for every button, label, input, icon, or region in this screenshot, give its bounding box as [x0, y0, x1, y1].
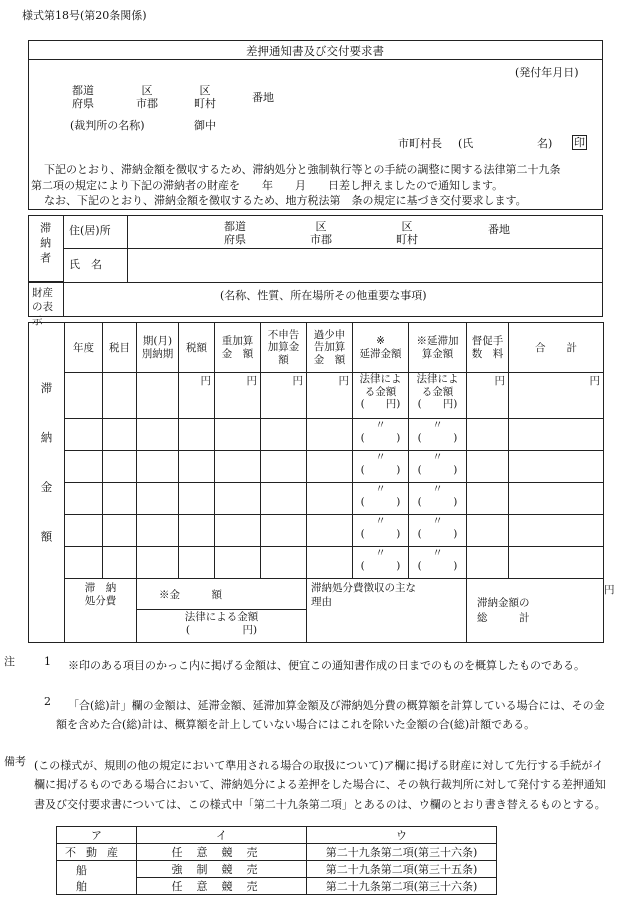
table-row [29, 515, 604, 547]
cell [65, 373, 103, 419]
note-1-num: 1 [44, 655, 51, 668]
footer-row: 滞 納 処分費 ※金 額 法律による金額 ( 円) 滞納処分費徴収の主な 理由 滞納金額の 総 計 円 [29, 579, 604, 643]
legal-amount-cell [409, 373, 467, 419]
hdr-no-report-2: 加算金 [267, 341, 300, 354]
hdr-late-fee-1: ※ [376, 334, 385, 347]
mapping-article: 第二十九条第二項(第三十六条) [307, 844, 497, 861]
property-row-divider [28, 282, 603, 283]
addressee-todofuken-bottom: 府県 [72, 97, 94, 111]
yen-unit: 円 [307, 373, 353, 419]
legal-amount-1: 法律によ [416, 373, 459, 385]
hdr-year: 年度 [65, 323, 103, 373]
ditto: 〃 [432, 483, 443, 495]
name-label: 氏 名 [69, 258, 102, 271]
hdr-total: 合 計 [509, 323, 604, 373]
legal-amount-3: ( 円) [360, 398, 401, 411]
ditto: 〃 [432, 547, 443, 559]
ditto-cell [353, 451, 409, 483]
delinquent-row-divider [64, 248, 603, 249]
paren: ( ) [417, 431, 458, 444]
body-line-3: なお、下記のとおり、滞納金額を徴収するため、地方税法第 条の規定に基づき交付要求します。 [44, 194, 527, 207]
note-2-num: 2 [44, 695, 51, 708]
hdr-period-2: 別納期 [141, 347, 174, 360]
table-row [29, 547, 604, 579]
total-label-1: 滞納金額の [477, 596, 530, 609]
hdr-no-report-1: 不申告 [267, 328, 300, 341]
paren: ( ) [417, 559, 458, 572]
court-name: (裁判所の名称) [70, 119, 145, 132]
amount-side-label-text: 滞納金額 [39, 382, 54, 580]
yen-unit: 円 [215, 373, 261, 419]
legal-amount-2: る金額 [364, 385, 397, 398]
paren: ( ) [417, 527, 458, 540]
yen-unit: 円 [509, 373, 604, 419]
seal-mark [572, 137, 587, 150]
cell [103, 373, 137, 419]
ditto-cell [409, 419, 467, 451]
mapping-header-i: イ [137, 827, 307, 844]
legal-footer-2: ( 円) [185, 623, 258, 636]
hdr-no-report-3: 額 [278, 353, 289, 366]
hdr-dunning [467, 323, 509, 373]
mapping-article: 第二十九条第二項(第三十六条) [307, 878, 497, 895]
legal-amount-1: 法律によ [359, 373, 402, 385]
mapping-header-u: ウ [307, 827, 497, 844]
mayor-label: 市町村長 [398, 137, 442, 150]
addressee-chouson-label: 町村 [194, 97, 216, 111]
delinquent-chouson-label: 町村 [396, 233, 418, 247]
hdr-tax-amount: 税額 [179, 323, 215, 373]
reason-2: 理由 [311, 595, 332, 608]
mei-close: 名) [537, 137, 553, 150]
mapping-property: 不動産 [57, 844, 137, 861]
remarks-label: 備考 [4, 755, 26, 768]
legal-amount-2: る金額 [421, 385, 454, 398]
delinquent-ku: 区 [315, 220, 327, 233]
hdr-late-fee-2: 延滞金額 [359, 347, 402, 360]
yen-unit: 円 [179, 373, 215, 419]
note-1: ※印のある項目のかっこ内に掲げる金額は、便宜この通知書作成の日までのものを概算したものである。 [68, 659, 585, 672]
body-line-2: 第二項の規定により下記の滞納者の財産を 年 月 日差し押えましたので通知します。 [31, 179, 504, 192]
mapping-procedure: 任意競売 [137, 878, 307, 895]
reason-cell [307, 579, 467, 643]
hdr-period [137, 323, 179, 373]
property-label: 財産の表示 [32, 287, 53, 328]
paren: ( ) [417, 495, 458, 508]
shi-open: (氏 [458, 137, 474, 150]
addressee-todofuken-top: 都道 [72, 84, 94, 97]
fee-label-2: 処分費 [84, 594, 117, 607]
delinquent-banchi: 番地 [488, 223, 510, 236]
mapping-table [56, 826, 497, 895]
delinquent-todofuken [224, 220, 246, 246]
total-label-cell [467, 579, 604, 643]
legal-amount-footer [137, 610, 306, 636]
yen-unit: 円 [261, 373, 307, 419]
hdr-dunning-2: 数 料 [471, 347, 504, 360]
reason-1: 滞納処分費徴収の主な [311, 582, 416, 594]
ditto: 〃 [375, 515, 386, 527]
onchu: 御中 [194, 119, 216, 132]
paren: ( ) [360, 463, 401, 476]
legal-footer-1: 法律による金額 [184, 611, 259, 623]
hdr-late-fee [353, 323, 409, 373]
paren: ( ) [360, 495, 401, 508]
ditto-cell [409, 547, 467, 579]
legal-amount-cell [353, 373, 409, 419]
table-row [29, 419, 604, 451]
fee-label-cell [65, 579, 137, 643]
delinquent-todofuken-top: 都道 [224, 220, 246, 233]
address-label: 住(居)所 [69, 224, 111, 237]
amount-side-label [29, 323, 65, 643]
hdr-late-add-1: ※延滞加 [416, 334, 459, 347]
hdr-late-add [409, 323, 467, 373]
ditto: 〃 [375, 419, 386, 431]
table-row [29, 373, 604, 419]
hdr-heavy-add [215, 323, 261, 373]
mapping-row [57, 861, 497, 878]
fee-amount-cell [137, 579, 307, 643]
addressee-shigun [136, 84, 158, 110]
amount-table [28, 322, 615, 643]
property-description: (名称、性質、所在場所その他重要な事項) [220, 289, 427, 302]
hdr-tax-item: 税目 [103, 323, 137, 373]
yen-unit: 円 [467, 373, 509, 419]
hdr-dunning-1: 督促手 [471, 334, 504, 347]
mapping-property: 船舶 [57, 861, 137, 895]
addressee-ku2: 区 [199, 84, 211, 97]
delinquent-chouson [396, 220, 418, 246]
ditto: 〃 [375, 451, 386, 463]
paren: ( ) [360, 559, 401, 572]
ditto: 〃 [432, 515, 443, 527]
mapping-procedure: 強制競売 [137, 861, 307, 878]
note-label: 注 [4, 655, 15, 668]
ditto: 〃 [375, 547, 386, 559]
hdr-period-1: 期(月) [142, 334, 173, 347]
delinquent-shigun [310, 220, 332, 246]
delinquent-ku2: 区 [401, 220, 413, 233]
paren: ( ) [417, 463, 458, 476]
star-amount: ※金 額 [137, 579, 306, 610]
form-id: 様式第18号(第20条関係) [22, 9, 147, 22]
delinquent-todofuken-bottom: 府県 [224, 233, 246, 247]
hdr-late-add-2: 算金額 [421, 347, 454, 360]
legal-amount-3: ( 円) [417, 398, 458, 411]
issue-date: (発付年月日) [515, 66, 579, 79]
mapping-header-row [57, 827, 497, 844]
mapping-procedure: 任意競売 [137, 844, 307, 861]
ditto: 〃 [432, 451, 443, 463]
delinquent-shigun-label: 市郡 [310, 233, 332, 247]
addressee-ku: 区 [141, 84, 153, 97]
addressee-banchi: 番地 [252, 91, 274, 104]
mapping-row [57, 844, 497, 861]
total-label-2: 総 計 [477, 611, 530, 624]
ditto-cell [353, 419, 409, 451]
hdr-under-report-2: 告加算 [313, 341, 346, 354]
hdr-under-report [307, 323, 353, 373]
table-row [29, 451, 604, 483]
mapping-article: 第二十九条第二項(第三十五条) [307, 861, 497, 878]
seal-char: 印 [574, 136, 585, 149]
delinquent-label-text: 滞納者 [38, 222, 52, 267]
hdr-heavy-add-2: 金 額 [221, 347, 254, 360]
paren: ( ) [360, 527, 401, 540]
addressee-todofuken [72, 84, 94, 110]
addressee-shigun-label: 市郡 [136, 97, 158, 111]
paren: ( ) [360, 431, 401, 444]
delinquent-label [38, 222, 51, 271]
remarks: (この様式が、規則の他の規定において準用される場合の取扱について)ア欄に掲げる財産に対して先行する手続がイ欄に掲げるものである場合において、滞納処分による差押をした場合に、その執行裁判所に対して発付する差押通知書及び交付要求書については、この様式中「第二十九条第二項」とあるのは、ウ欄のとおり書き替えるものとする。 [34, 759, 606, 811]
ditto-cell [409, 515, 467, 547]
body-line-1: 下記のとおり、滞納金額を徴収するため、滞納処分と強制執行等との手続の調整に関する法律第二十九条 [44, 163, 561, 176]
mapping-header-a: ア [57, 827, 137, 844]
ditto-cell [353, 547, 409, 579]
hdr-under-report-1: 過少申 [313, 328, 346, 341]
ditto: 〃 [432, 419, 443, 431]
ditto-cell [353, 515, 409, 547]
addressee-chouson [194, 84, 216, 110]
table-row [29, 483, 604, 515]
ditto-cell [353, 483, 409, 515]
ditto-cell [409, 451, 467, 483]
form-title: 差押通知書及び交付要求書 [246, 44, 384, 58]
fee-label-1: 滞 納 [84, 582, 117, 594]
hdr-under-report-3: 金 額 [313, 353, 346, 366]
ditto: 〃 [375, 483, 386, 495]
ditto-cell [409, 483, 467, 515]
hdr-heavy-add-1: 重加算 [221, 334, 254, 347]
cell [137, 373, 179, 419]
hdr-no-report [261, 323, 307, 373]
note-2: 「合(総)計」欄の金額は、延滞金額、延滞加算金額及び滞納処分費の概算額を計算している場合には、その金額を含めた合(総)計は、概算額を計上していない場合にはこれを除いた金額の合(総)計額である。 [56, 699, 605, 732]
